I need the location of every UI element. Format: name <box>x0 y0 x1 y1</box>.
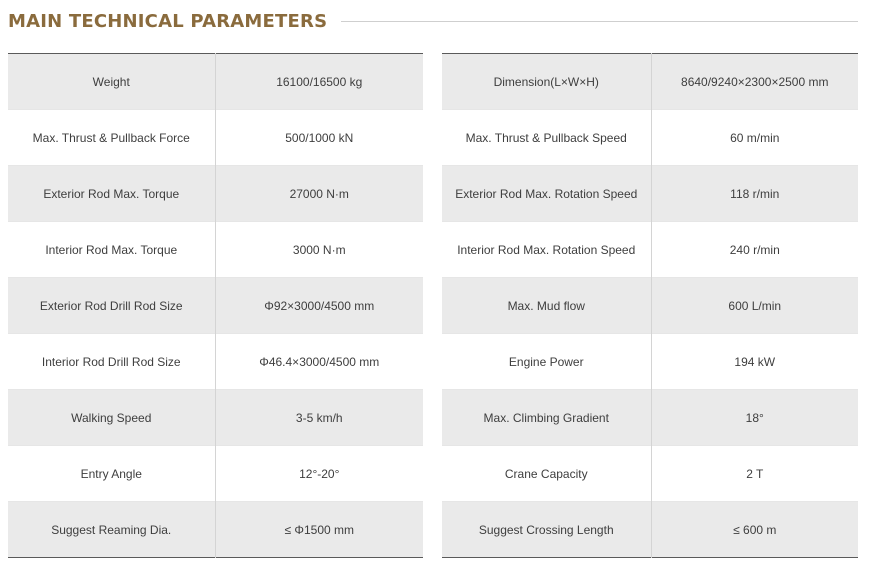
parameter-label: Walking Speed <box>8 390 215 446</box>
table-row <box>8 222 423 278</box>
section-header <box>8 8 858 34</box>
parameter-label: Engine Power <box>442 334 651 390</box>
parameter-value: 27000 N·m <box>215 166 423 222</box>
table-row <box>442 502 858 558</box>
parameter-label: Interior Rod Max. Torque <box>8 222 215 278</box>
parameter-value: 60 m/min <box>651 110 858 166</box>
parameter-value: 500/1000 kN <box>215 110 423 166</box>
parameter-value: 16100/16500 kg <box>215 54 423 110</box>
parameter-value: 240 r/min <box>651 222 858 278</box>
table-row <box>8 54 423 110</box>
table-row <box>442 446 858 502</box>
parameters-table-left <box>8 53 423 558</box>
parameter-label: Weight <box>8 54 215 110</box>
table-row <box>8 278 423 334</box>
table-row <box>442 390 858 446</box>
parameter-value: 3000 N·m <box>215 222 423 278</box>
parameter-label: Dimension(L×W×H) <box>442 54 651 110</box>
parameter-value: ≤ 600 m <box>651 502 858 558</box>
parameter-value: Φ92×3000/4500 mm <box>215 278 423 334</box>
title-divider <box>341 21 858 22</box>
table-row <box>8 166 423 222</box>
parameter-label: Suggest Crossing Length <box>442 502 651 558</box>
table-row <box>442 166 858 222</box>
table-row <box>8 502 423 558</box>
table-row <box>8 446 423 502</box>
table-row <box>8 334 423 390</box>
parameter-label: Exterior Rod Max. Rotation Speed <box>442 166 651 222</box>
parameter-value: 194 kW <box>651 334 858 390</box>
parameter-label: Interior Rod Drill Rod Size <box>8 334 215 390</box>
parameter-label: Exterior Rod Max. Torque <box>8 166 215 222</box>
table-row <box>442 110 858 166</box>
parameter-value: 8640/9240×2300×2500 mm <box>651 54 858 110</box>
parameter-value: 12°-20° <box>215 446 423 502</box>
parameter-label: Max. Climbing Gradient <box>442 390 651 446</box>
parameter-label: Exterior Rod Drill Rod Size <box>8 278 215 334</box>
parameter-label: Max. Mud flow <box>442 278 651 334</box>
parameter-value: ≤ Φ1500 mm <box>215 502 423 558</box>
parameter-label: Max. Thrust & Pullback Force <box>8 110 215 166</box>
parameter-value: 118 r/min <box>651 166 858 222</box>
parameter-label: Suggest Reaming Dia. <box>8 502 215 558</box>
parameter-label: Entry Angle <box>8 446 215 502</box>
parameter-label: Crane Capacity <box>442 446 651 502</box>
parameter-value: 600 L/min <box>651 278 858 334</box>
parameter-label: Max. Thrust & Pullback Speed <box>442 110 651 166</box>
table-row <box>442 278 858 334</box>
table-row <box>442 334 858 390</box>
section-title: MAIN TECHNICAL PARAMETERS <box>8 10 328 32</box>
table-row <box>8 390 423 446</box>
parameter-value: 3-5 km/h <box>215 390 423 446</box>
parameter-value: Φ46.4×3000/4500 mm <box>215 334 423 390</box>
parameter-value: 2 T <box>651 446 858 502</box>
parameters-table-right <box>442 53 858 558</box>
table-row <box>442 222 858 278</box>
parameter-label: Interior Rod Max. Rotation Speed <box>442 222 651 278</box>
table-row <box>8 110 423 166</box>
parameter-value: 18° <box>651 390 858 446</box>
table-row <box>442 54 858 110</box>
